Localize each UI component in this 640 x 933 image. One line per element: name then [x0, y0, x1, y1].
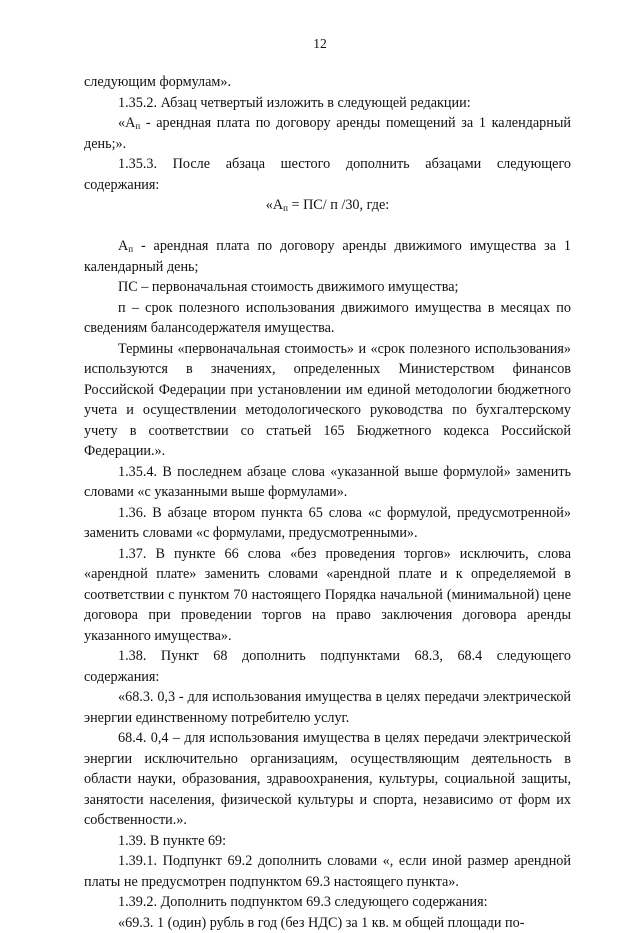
paragraph: [84, 195, 571, 216]
paragraph-text: 1.35.4. В последнем абзаце слова «указанной выше формулой» заменить словами «с указанными выше формулами».: [84, 464, 571, 501]
paragraph: [84, 851, 571, 892]
paragraph: [84, 503, 571, 544]
paragraph: [84, 913, 571, 933]
paragraph: [84, 113, 571, 154]
paragraph-text: - арендная плата по договору аренды движимого имущества за 1 календарный день;: [84, 238, 571, 275]
paragraph: [84, 728, 571, 831]
paragraph-text: А: [118, 238, 128, 254]
paragraph-text: = ПС/ п /30, где:: [288, 197, 389, 213]
paragraph-text: «69.3. 1 (один) рубль в год (без НДС) за 1 кв. м общей площади по-: [118, 915, 524, 931]
paragraph-text: 1.35.2. Абзац четвертый изложить в следующей редакции:: [118, 95, 471, 111]
document-body: [84, 72, 571, 933]
paragraph-text: 1.38. Пункт 68 дополнить подпунктами 68.3, 68.4 следующего содержания:: [84, 648, 571, 685]
paragraph-text: ПС – первоначальная стоимость движимого имущества;: [118, 279, 458, 295]
subscript: п: [128, 244, 133, 254]
subscript: п: [283, 203, 288, 213]
paragraph: [84, 462, 571, 503]
paragraph-text: Термины «первоначальная стоимость» и «срок полезного использования» используются в значениях, определенных Министерством финансов Российской Федерации при установлении им единой методологии бюджетного учета и осуществлении методологического руководства по бухгалтерскому учету в соответствии со статьей 165 Бюджетного кодекса Российской Федерации.».: [84, 341, 571, 460]
paragraph: [84, 687, 571, 728]
paragraph: [84, 892, 571, 913]
paragraph-text: «А: [118, 115, 135, 131]
page-number: 12: [0, 36, 640, 52]
paragraph: [84, 154, 571, 195]
paragraph-text: «68.3. 0,3 - для использования имущества в целях передачи электрической энергии единственному потребителю услуг.: [84, 689, 571, 726]
paragraph: [84, 72, 571, 93]
paragraph-text: следующим формулам».: [84, 74, 231, 90]
paragraph: [84, 93, 571, 114]
paragraph: [84, 544, 571, 647]
paragraph-text: 1.39. В пункте 69:: [118, 833, 226, 849]
subscript: п: [135, 121, 140, 131]
paragraph: [84, 277, 571, 298]
paragraph-text: 1.35.3. После абзаца шестого дополнить абзацами следующего содержания:: [84, 156, 571, 193]
paragraph: [84, 646, 571, 687]
paragraph-text: п – срок полезного использования движимого имущества в месяцах по сведениям балансодержателя имущества.: [84, 300, 571, 337]
paragraph: [84, 339, 571, 462]
paragraph: [84, 298, 571, 339]
paragraph-text: 1.36. В абзаце втором пункта 65 слова «с формулой, предусмотренной» заменить словами «с формулами, предусмотренными».: [84, 505, 571, 542]
paragraph-text: - арендная плата по договору аренды помещений за 1 календарный день;».: [84, 115, 571, 152]
paragraph-text: 1.37. В пункте 66 слова «без проведения торгов» исключить, слова «арендной плате» заменить словами «арендной плате и к определяемой в соответствии с пунктом 70 настоящего Порядка начальной (минимальной) цене договора при проведении торгов на право заключения договора аренды указанного имущества».: [84, 546, 571, 644]
paragraph-text: 68.4. 0,4 – для использования имущества в целях передачи электрической энергии исключительно организациям, осуществляющим деятельность в области науки, образования, здравоохранения, культуры, социальной защиты, занятости населения, физической культуры и спорта, независимо от форм их собственности.».: [84, 730, 571, 828]
paragraph-text: «А: [266, 197, 283, 213]
paragraph: [84, 236, 571, 277]
paragraph-text: 1.39.1. Подпункт 69.2 дополнить словами «, если иной размер арендной платы не предусмотрен подпунктом 69.3 настоящего пункта».: [84, 853, 571, 890]
paragraph: [84, 831, 571, 852]
paragraph-text: 1.39.2. Дополнить подпунктом 69.3 следующего содержания:: [118, 894, 488, 910]
